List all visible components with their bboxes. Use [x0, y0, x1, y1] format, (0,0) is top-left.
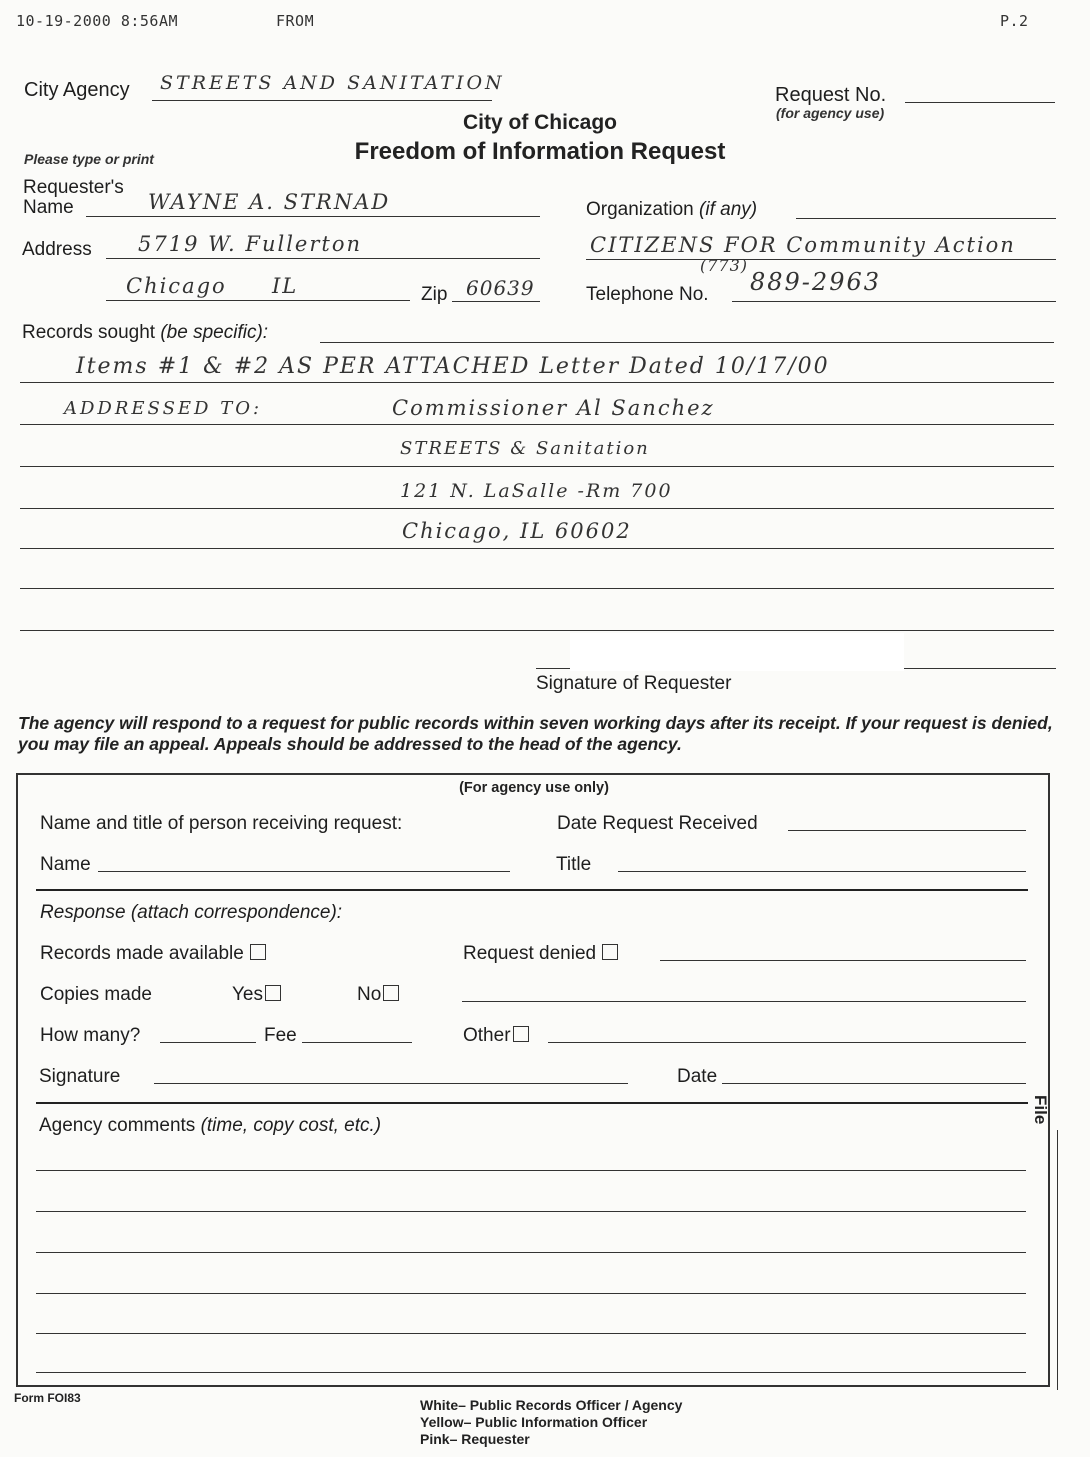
- form-title: Freedom of Information Request: [354, 138, 726, 165]
- address-state-value: IL: [272, 274, 299, 298]
- address-label: Address: [22, 239, 92, 260]
- date-received-label: Date Request Received: [557, 813, 758, 834]
- comments-line-4: [36, 1293, 1026, 1294]
- city-agency-line: [152, 100, 492, 101]
- addressee-line-3: 121 N. LaSalle -Rm 700: [400, 480, 673, 502]
- request-no-line: [905, 102, 1055, 103]
- request-denied-checkbox[interactable]: [602, 944, 618, 960]
- yes-label: Yes: [232, 984, 263, 1005]
- organization-label: Organization: [586, 199, 694, 220]
- no-label: No: [357, 984, 382, 1005]
- copies-yes-checkbox[interactable]: [265, 985, 281, 1001]
- zip-label: Zip: [421, 284, 448, 305]
- agency-use-heading: (For agency use only): [459, 780, 609, 796]
- addressee-line-4: Chicago, IL 60602: [402, 519, 632, 543]
- addressee-line-2: STREETS & Sanitation: [400, 438, 650, 459]
- request-no-note: (for agency use): [776, 105, 885, 121]
- comments-note: (time, copy cost, etc.): [200, 1115, 382, 1136]
- other-line: [548, 1042, 1026, 1043]
- comments-line-1: [36, 1170, 1026, 1171]
- name-line: [86, 216, 540, 217]
- telephone-value: 889-2963: [750, 268, 881, 296]
- redaction-block: [570, 633, 904, 671]
- organization-line-2: [586, 259, 1056, 260]
- request-denied-label: Request denied: [463, 943, 597, 964]
- agency-date-line: [722, 1083, 1026, 1084]
- title-field-label: Title: [556, 854, 592, 875]
- records-line-5: [20, 548, 1054, 549]
- organization-line: [796, 218, 1056, 219]
- receiver-label: Name and title of person receiving request:: [40, 813, 403, 834]
- comments-line-2: [36, 1211, 1026, 1212]
- agency-signature-line: [154, 1083, 628, 1084]
- file-side-label: File: [1031, 1095, 1050, 1125]
- telephone-label: Telephone No.: [586, 284, 709, 305]
- how-many-label: How many?: [40, 1025, 141, 1046]
- how-many-line: [160, 1042, 256, 1043]
- title-field-line: [618, 871, 1026, 872]
- requester-signature-label: Signature of Requester: [536, 673, 732, 694]
- records-available-checkbox[interactable]: [250, 944, 266, 960]
- records-line-4: [20, 508, 1054, 509]
- agency-divider-1: [36, 889, 1028, 891]
- records-line-3: [20, 466, 1054, 467]
- records-line-1: [20, 382, 1054, 383]
- print-note: Please type or print: [24, 151, 154, 167]
- records-line-6: [20, 588, 1054, 589]
- organization-note: (if any): [699, 199, 758, 220]
- address-line1-value: 5719 W. Fullerton: [138, 232, 362, 256]
- comments-line-5: [36, 1333, 1026, 1334]
- copies-no-checkbox[interactable]: [383, 985, 399, 1001]
- distribution-yellow: Yellow– Public Information Officer: [420, 1414, 648, 1430]
- agency-divider-2: [36, 1102, 1028, 1104]
- distribution-white: White– Public Records Officer / Agency: [420, 1397, 683, 1413]
- records-line-7: [20, 630, 1054, 631]
- comments-line-6: [36, 1372, 1026, 1373]
- date-received-line: [788, 830, 1026, 831]
- city-agency-label: City Agency: [24, 79, 130, 101]
- records-text-line-2: ADDRESSED TO:: [64, 398, 263, 419]
- requester-label: Requester's: [23, 177, 124, 198]
- fax-datetime: 10-19-2000 8:56AM: [16, 12, 179, 30]
- agency-date-label: Date: [677, 1066, 718, 1087]
- records-text-line-1: Items #1 & #2 AS PER ATTACHED Letter Dated 10/17/00: [76, 354, 830, 379]
- response-notice: The agency will respond to a request for public records within seven working days after its receipt. If your request is denied, you may file an appeal. Appeals should be addressed to the head of the agency.: [18, 713, 1053, 754]
- address-line-1: [106, 258, 540, 259]
- records-line-0: [320, 342, 1054, 343]
- request-denied-line: [660, 960, 1026, 961]
- fee-line: [302, 1042, 412, 1043]
- telephone-area-code: (773): [700, 256, 749, 275]
- address-city-value: Chicago: [126, 274, 227, 298]
- form-id: Form FOI83: [14, 1391, 81, 1405]
- name-field-line: [98, 871, 510, 872]
- copies-made-label: Copies made: [40, 984, 152, 1005]
- other-checkbox[interactable]: [513, 1026, 529, 1042]
- zip-line: [452, 301, 540, 302]
- agency-signature-label: Signature: [39, 1066, 121, 1087]
- records-note: (be specific):: [160, 322, 269, 343]
- form-title-city: City of Chicago: [462, 111, 617, 134]
- name-field-label: Name: [40, 854, 91, 875]
- city-agency-value: STREETS AND SANITATION: [160, 72, 505, 94]
- addressee-line-1: Commissioner Al Sanchez: [392, 396, 715, 420]
- records-label: Records sought: [22, 322, 156, 343]
- comments-label: Agency comments: [39, 1115, 196, 1136]
- copies-extra-line: [462, 1001, 1026, 1002]
- response-label: Response (attach correspondence):: [40, 902, 343, 923]
- zip-value: 60639: [466, 276, 535, 300]
- requester-name-value: WAYNE A. STRNAD: [148, 190, 391, 214]
- fax-page-number: P.2: [1000, 12, 1029, 30]
- comments-line-3: [36, 1252, 1026, 1253]
- address-line-2: [106, 300, 410, 301]
- records-available-label: Records made available: [40, 943, 244, 964]
- records-line-2: [20, 424, 1054, 425]
- distribution-pink: Pink– Requester: [420, 1431, 530, 1447]
- other-label: Other: [463, 1025, 511, 1046]
- name-label: Name: [23, 197, 74, 218]
- fax-from: FROM: [276, 12, 315, 30]
- agency-use-box: [16, 773, 1050, 1387]
- file-side-line: [1057, 1130, 1058, 1390]
- fee-label: Fee: [264, 1025, 297, 1046]
- request-no-label: Request No.: [775, 84, 887, 106]
- organization-value: CITIZENS FOR Community Action: [590, 233, 1016, 257]
- telephone-line: [732, 301, 1056, 302]
